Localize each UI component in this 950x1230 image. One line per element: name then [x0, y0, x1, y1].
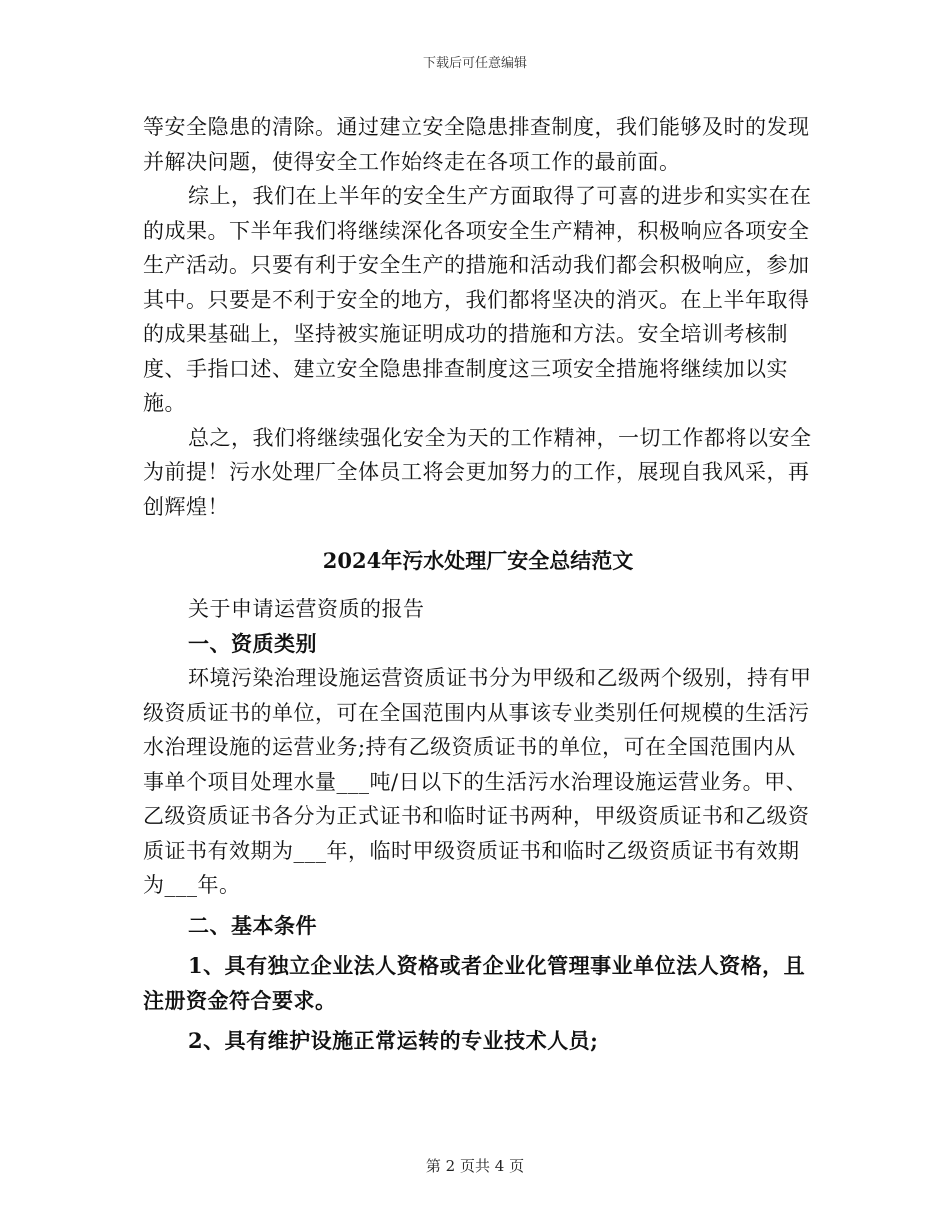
paragraph-5: 环境污染治理设施运营资质证书分为甲级和乙级两个级别，持有甲级资质证书的单位，可在全国范围内从事该专业类别任何规模的生活污水治理设施的运营业务;持有乙级资质证书的单位，可在全国范围内从事单个项目处理水量___吨/日以下的生活污水治理设施运营业务。甲、乙级资质证书各分为正式证书和临时证书两种，甲级资质证书和乙级资质证书有效期为___年，临时甲级资质证书和临时乙级资质证书有效期为___年。	[143, 666, 812, 897]
paragraph-6: 1、具有独立企业法人资格或者企业化管理事业单位法人资格，且注册资金符合要求。	[143, 953, 806, 1013]
page-footer: 第 2 页共 4 页	[425, 1157, 525, 1175]
paragraph-2: 综上，我们在上半年的安全生产方面取得了可喜的进步和实实在在的成果。下半年我们将继续深化各项安全生产精神，积极响应各项安全生产活动。只要有利于安全生产的措施和活动我们都会积极响应，参加其中。只要是不利于安全的地方，我们都将坚决的消灭。在上半年取得的成果基础上，坚持被实施证明成功的措施和方法。安全培训考核制度、手指口述、建立安全隐患排查制度这三项安全措施将继续加以实施。	[143, 184, 812, 415]
document-body	[143, 110, 813, 1059]
page-header: 下载后可任意编辑	[422, 56, 527, 71]
paragraph-7: 2、具有维护设施正常运转的专业技术人员;	[188, 1028, 599, 1053]
paragraph-report-title: 关于申请运营资质的报告	[188, 597, 425, 621]
section-heading-2: 二、基本条件	[188, 912, 317, 938]
document-title: 2024年污水处理厂安全总结范文	[322, 548, 634, 573]
paragraph-1: 等安全隐患的清除。通过建立安全隐患排查制度，我们能够及时的发现并解决问题，使得安全工作始终走在各项工作的最前面。	[143, 115, 810, 174]
section-heading-1: 一、资质类别	[188, 630, 317, 656]
paragraph-3: 总之，我们将继续强化安全为天的工作精神，一切工作都将以安全为前提！污水处理厂全体员工将会更加努力的工作，展现自我风采，再创辉煌！	[143, 425, 812, 519]
